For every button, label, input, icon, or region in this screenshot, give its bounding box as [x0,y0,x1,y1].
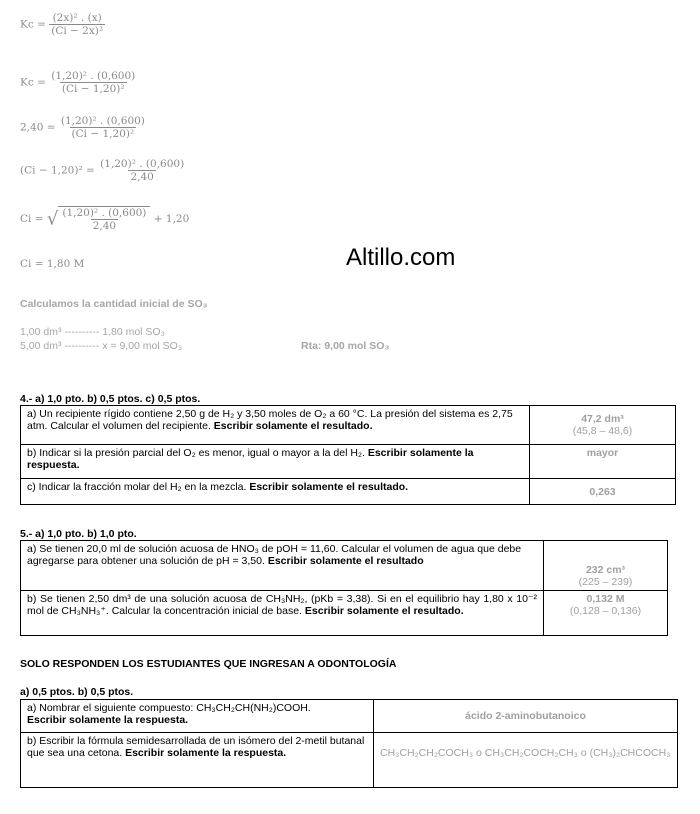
q4-header: 4.- a) 1,0 pto. b) 0,5 ptos. c) 0,5 ptos. [20,393,201,405]
table-row [21,541,668,591]
q5b-answer [544,591,668,636]
equation-ci-squared [20,158,186,183]
question-instruction: Escribir solamente la respuesta. [27,714,189,726]
equation-kc-value [20,115,147,140]
answer-value: 47,2 dm³ [581,413,624,425]
eq-lhs: 2,40 = [20,121,56,134]
question-text: b) Escribir la fórmula semidesarrollada de un isómero del 2-metil butanal que sea una cetona. [27,735,365,759]
question-text: a) Un recipiente rígido contiene 2,50 g de H₂ y 3,50 moles de O₂ a 60 °C. La presión del sistema es 2,75 atm. Calcular el volumen del recipiente. [27,408,513,432]
eq-denominator: 2,40 [130,171,154,183]
q5b-question [21,591,544,636]
watermark-logo: Altillo.com [346,244,456,271]
question-text: c) Indicar la fracción molar del H₂ en la mezcla. [27,481,247,493]
table-row [21,406,676,445]
so3-heading: Calculamos la cantidad inicial de SO₃ [20,298,208,310]
q4c-answer [530,479,676,505]
question-instruction: Escribir solamente el resultado. [213,420,373,432]
answer-range: (45,8 – 48,6) [572,425,633,437]
question-instruction: Escribir solamente la respuesta. [125,747,287,759]
answer-value: 0,132 M [586,593,625,605]
eq-lhs: Ci = [20,213,44,225]
table-row [21,445,676,479]
q5a-answer [544,541,668,591]
answer-value: ácido 2-aminobutanoico [465,710,586,722]
table-row [21,479,676,505]
question-text: a) Se tienen 20,0 ml de solución acuosa de HNO₃ de pOH = 11,60. Calcular el volumen de agua que debe agregarse para obtener una solución de pH = 3,50. [27,543,522,567]
odonto-a-question [21,700,374,733]
q4b-answer [530,445,676,479]
question-text: b) Indicar si la presión parcial del O₂ es menor, igual o mayor a la del H₂. [27,447,365,459]
table-row [21,591,668,636]
odonto-a-answer [374,700,678,733]
odonto-b-answer [374,733,678,788]
eq-lhs: Kc = [20,18,46,31]
q4a-question [21,406,530,445]
so3-answer: Rta: 9,00 mol SO₃ [301,340,390,352]
equation-kc-substituted [20,70,137,95]
equation-ci-sqrt [20,206,189,232]
odonto-header: a) 0,5 ptos. b) 0,5 ptos. [20,686,134,698]
eq-numerator: (1,20)² . (0,600) [62,207,147,219]
odonto-heading: SOLO RESPONDEN LOS ESTUDIANTES QUE INGRESAN A ODONTOLOGÍA [20,658,397,670]
question-instruction: Escribir solamente el resultado [267,555,424,567]
table-row [21,700,678,733]
equation-kc-general [20,12,105,37]
answer-value: mayor [586,447,619,459]
answer-value: 232 cm³ [585,564,626,576]
question-instruction: Escribir solamente el resultado. [249,481,409,493]
answer-range: (225 – 239) [578,576,633,588]
eq-lhs: (Ci − 1,20)² = [20,164,95,177]
eq-numerator: (1,20)² . (0,600) [100,158,185,170]
question-text: a) Nombrar el siguiente compuesto: CH₃CH₂CH(NH₂)COOH. [27,702,311,714]
answer-value: 0,263 [589,485,616,498]
sqrt-icon: √ [46,208,59,230]
q5a-question [21,541,544,591]
eq-numerator: (1,20)² . (0,600) [60,115,145,127]
eq-denominator: (Ci − 2x)² [51,25,104,37]
q4c-question [21,479,530,505]
question-instruction: Escribir solamente la respuesta. [27,447,474,471]
q4b-question [21,445,530,479]
q5-header: 5.- a) 1,0 pto. b) 1,0 pto. [20,528,137,540]
question-instruction: Escribir solamente el resultado. [304,605,464,617]
answer-range: (0,128 – 0,136) [569,605,642,617]
q5-table [20,540,668,636]
eq-numerator: (1,20)² . (0,600) [51,70,136,82]
so3-line-1: 1,00 dm³ ---------- 1,80 mol SO₃ [20,326,165,338]
eq-denominator: (Ci − 1,20)² [71,128,135,140]
table-row [21,733,678,788]
eq-numerator: (2x)² . (x) [52,12,102,24]
q4-table [20,405,676,505]
eq-lhs: Kc = [20,76,46,89]
eq-tail: + 1,20 [153,213,190,225]
eq-denominator: 2,40 [92,220,117,232]
ci-result: Ci = 1,80 M [20,258,85,270]
odonto-b-question [21,733,374,788]
so3-line-2: 5,00 dm³ ---------- x = 9,00 mol SO₃ [20,340,183,352]
odonto-table [20,699,678,788]
answer-value: CH₃CH₂CH₂COCH₃ o CH₃CH₂COCH₂CH₃ o (CH₃)₂CHCOCH₃ [380,747,671,759]
q4a-answer [530,406,676,445]
eq-denominator: (Ci − 1,20)² [61,83,125,95]
question-text: b) Se tienen 2,50 dm³ de una solución acuosa de CH₃NH₂, (pKb = 3,38). Si en el equilibrio hay 1,80 x 10⁻² mol de CH₃NH₃⁺. Calcular la concentración inicial de base. [27,593,537,617]
